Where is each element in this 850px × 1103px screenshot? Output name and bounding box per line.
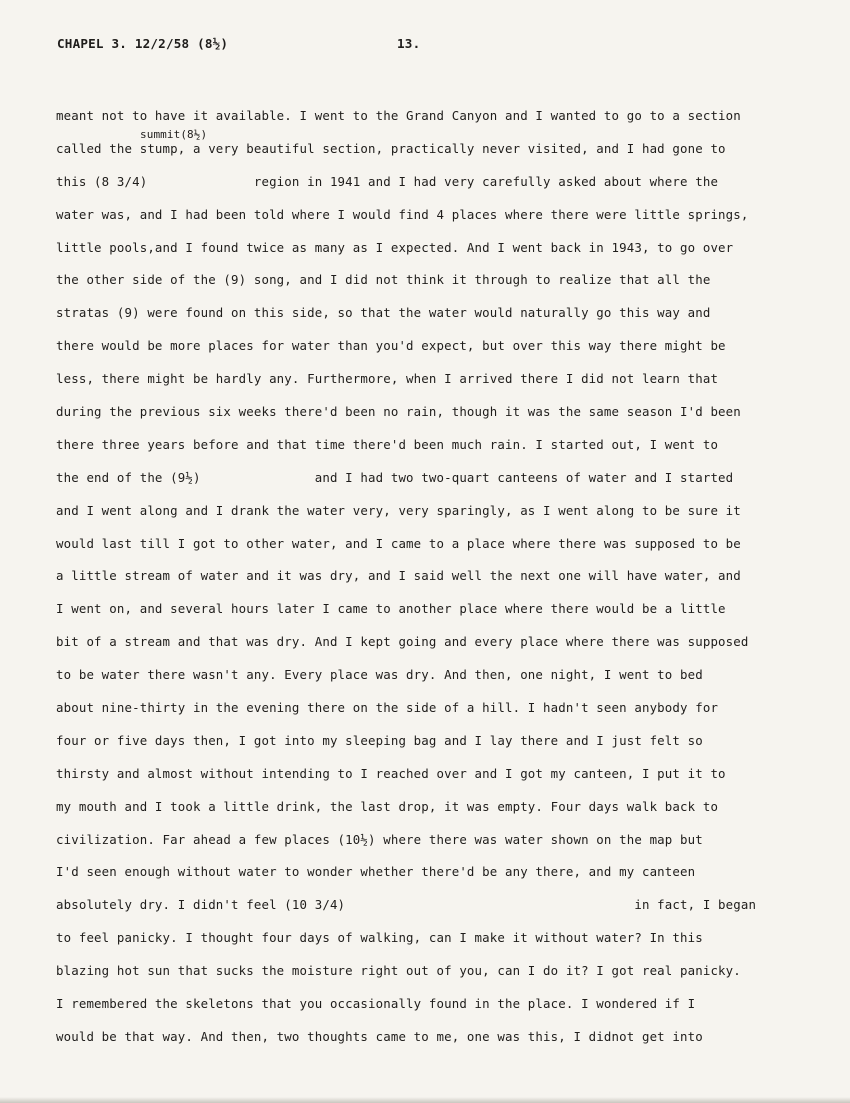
interlinear-correction: summit(8½): [140, 128, 208, 141]
text-line: bit of a stream and that was dry. And I kept going and every place where there was supposed: [56, 634, 749, 650]
text-line: civilization. Far ahead a few places (10½) where there was water shown on the map but: [56, 831, 703, 847]
text-line: to feel panicky. I thought four days of walking, can I make it without water? In this: [56, 930, 703, 946]
text-line: absolutely dry. I didn't feel (10 3/4) in fact, I began: [56, 897, 757, 913]
text-line: my mouth and I took a little drink, the last drop, it was empty. Four days walk back to: [56, 798, 719, 814]
page-body: [56, 106, 816, 1060]
text-line: stratas (9) were found on this side, so that the water would naturally go this way and: [56, 305, 711, 321]
text-line: I'd seen enough without water to wonder whether there'd be any there, and my canteen: [56, 864, 696, 880]
text-line: there three years before and that time there'd been much rain. I started out, I went to: [56, 436, 719, 452]
scan-edge: [0, 1097, 850, 1103]
page-number: 13.: [397, 36, 421, 51]
text-line: meant not to have it available. I went to the Grand Canyon and I wanted to go to a section: [56, 108, 741, 123]
text-line: the end of the (9½) and I had two two-quart canteens of water and I started: [56, 469, 734, 485]
text-line: called the stump, a very beautiful section, practically never visited, and I had gone to: [56, 140, 726, 156]
text-line: during the previous six weeks there'd been no rain, though it was the same season I'd been: [56, 404, 741, 420]
text-line: little pools,and I found twice as many as I expected. And I went back in 1943, to go over: [56, 239, 734, 255]
text-line: about nine-thirty in the evening there on the side of a hill. I hadn't seen anybody for: [56, 700, 719, 716]
text-line: to be water there wasn't any. Every place was dry. And then, one night, I went to bed: [56, 667, 703, 683]
text-line: blazing hot sun that sucks the moisture right out of you, can I do it? I got real panicky.: [56, 963, 741, 979]
text-line: I went on, and several hours later I came to another place where there would be a little: [56, 601, 726, 617]
text-line: there would be more places for water than you'd expect, but over this way there might be: [56, 338, 726, 354]
text-line: four or five days then, I got into my sleeping bag and I lay there and I just felt so: [56, 732, 703, 748]
text-line: this (8 3/4) region in 1941 and I had very carefully asked about where the: [56, 173, 719, 189]
text-line: water was, and I had been told where I would find 4 places where there were little springs,: [56, 206, 749, 222]
text-line: less, there might be hardly any. Furthermore, when I arrived there I did not learn that: [56, 371, 719, 387]
text-line: the other side of the (9) song, and I did not think it through to realize that all the: [56, 272, 711, 288]
text-line: I remembered the skeletons that you occasionally found in the place. I wondered if I: [56, 996, 696, 1012]
document-reference: CHAPEL 3. 12/2/58 (8½): [57, 36, 229, 51]
text-line: and I went along and I drank the water very, very sparingly, as I went along to be sure it: [56, 502, 741, 518]
text-line: would be that way. And then, two thoughts came to me, one was this, I didnot get into: [56, 1028, 703, 1044]
text-line: would last till I got to other water, and I came to a place where there was supposed to be: [56, 535, 741, 551]
text-line: thirsty and almost without intending to I reached over and I got my canteen, I put it to: [56, 765, 726, 781]
text-line: a little stream of water and it was dry, and I said well the next one will have water, and: [56, 568, 741, 584]
